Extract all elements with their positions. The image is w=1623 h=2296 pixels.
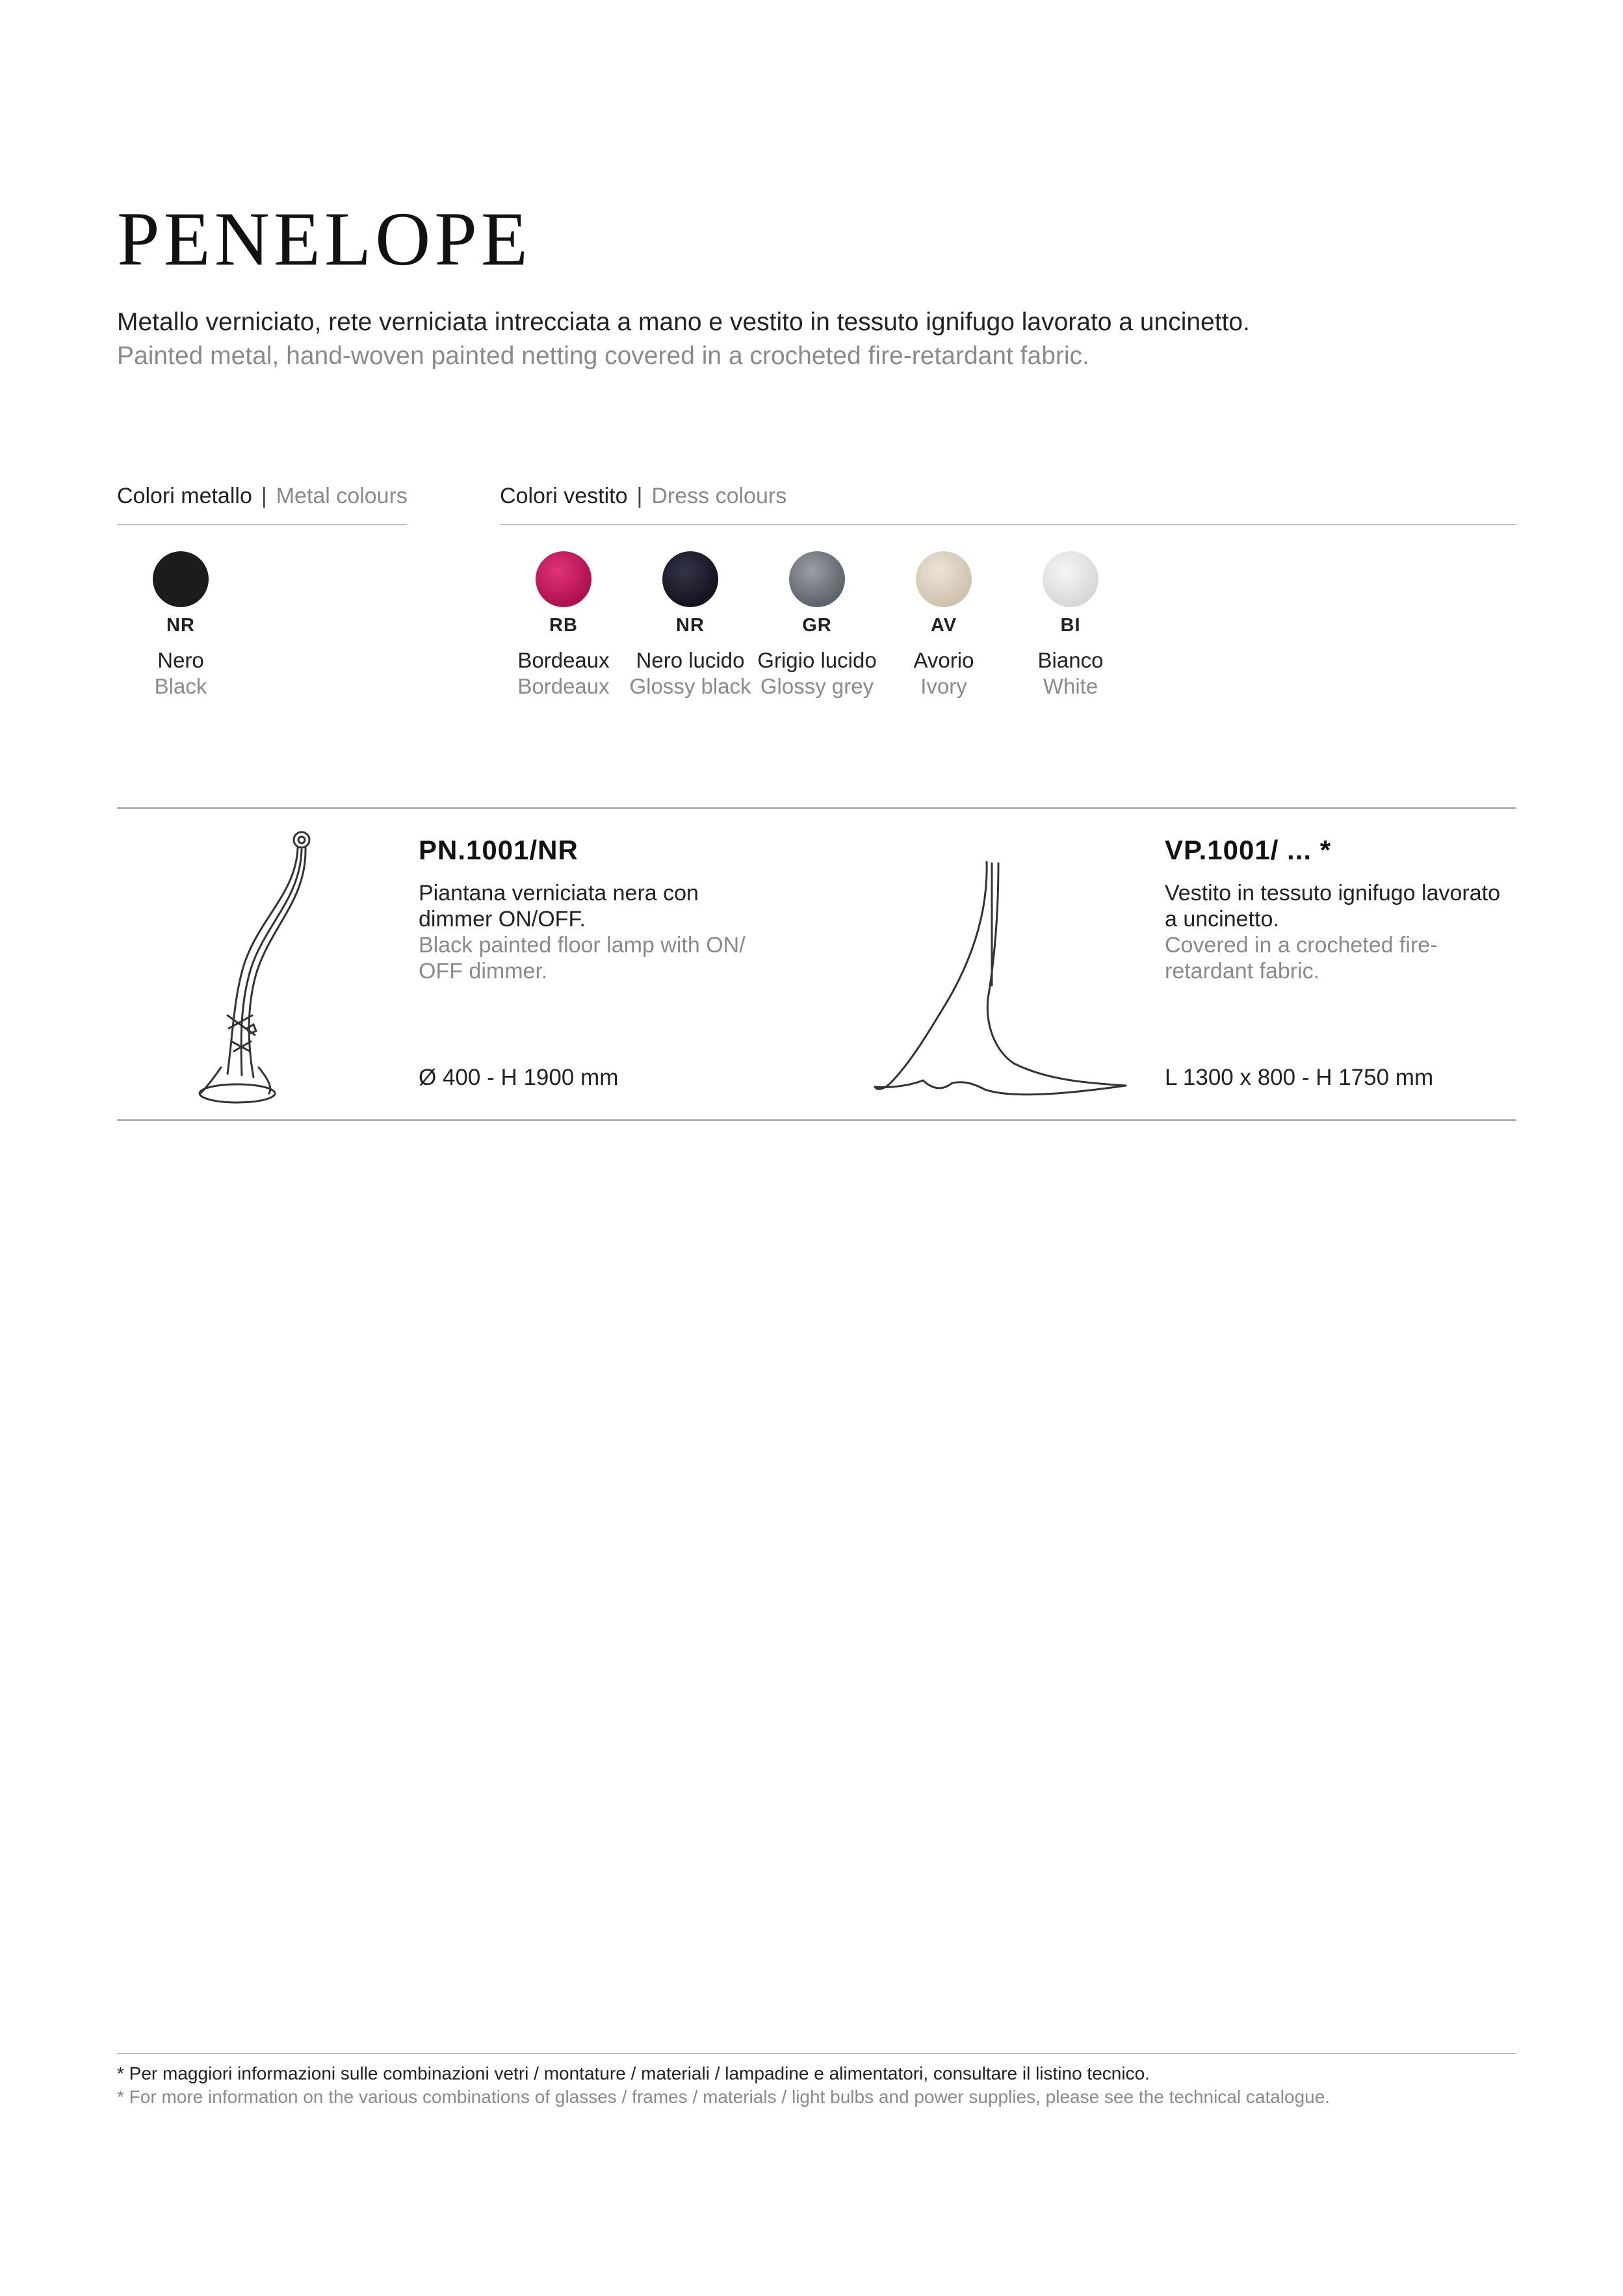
product-description-en: Black painted floor lamp with ON/ OFF dimmer. [419,933,746,984]
colour-name-en: White [1043,674,1098,698]
product-description-en: Covered in a crocheted fire-retardant fabric. [1165,933,1438,984]
colour-name-en: Glossy grey [760,674,874,698]
colour-code: RB [549,615,578,636]
metal-colours-heading [117,484,408,509]
dress-colour-swatch-nr [625,551,755,699]
colour-code: AV [930,615,957,636]
dress-colour-swatch-gr [752,551,882,699]
heading-separator: | [261,484,267,508]
colour-name-en: Bordeaux [517,674,610,698]
metal-colours-heading-en: Metal colours [276,484,408,508]
colour-dot [153,551,209,607]
footnote-divider [117,2053,1516,2054]
colour-dot [536,551,591,607]
product-dimensions: Ø 400 - H 1900 mm [419,1065,619,1090]
colour-name-it: Bordeaux [517,648,610,672]
product-code: VP.1001/ ... * [1165,835,1332,865]
dress-colour-swatch-av [879,551,1009,699]
dress-colour-swatch-rb [499,551,629,699]
colour-name-it: Grigio lucido [757,648,877,672]
colour-name-it: Nero lucido [636,648,745,672]
colour-dot [789,551,845,607]
heading-separator: | [636,484,643,508]
product-description-it: Piantana verniciata nera con dimmer ON/OFF. [419,881,699,932]
metal-colour-swatch-nr [116,551,246,699]
product-description-it: Vestito in tessuto ignifugo lavorato a uncinetto. [1165,881,1500,932]
product-code: PN.1001/NR [419,835,578,865]
floor-lamp-drawing-icon [182,820,338,1106]
metal-colours-heading-it: Colori metallo [117,484,252,508]
dress-colours-heading-it: Colori vestito [500,484,628,508]
description-english: Painted metal, hand-woven painted netting covered in a crocheted fire-retardant fabric. [117,342,1089,370]
metal-colours-divider [117,524,407,525]
description-italian: Metallo verniciato, rete verniciata intrecciata a mano e vestito in tessuto ignifugo lavorato a uncinetto. [117,308,1250,336]
colour-name-it: Nero [157,648,204,672]
colour-name-en: Glossy black [629,674,751,698]
dress-colour-swatch-bi [1006,551,1136,699]
colour-name-en: Black [154,674,207,698]
footnote-italian: * Per maggiori informazioni sulle combinazioni vetri / montature / materiali / lampadine e alimentatori, consultare il listino tecnico. [117,2063,1150,2083]
product-dimensions: L 1300 x 800 - H 1750 mm [1165,1065,1434,1090]
colour-name-it: Avorio [913,648,974,672]
product-table-bottom-rule [117,1119,1516,1121]
colour-name-it: Bianco [1037,648,1104,672]
dress-colours-divider [500,524,1516,525]
colour-code: GR [802,615,832,636]
dress-colours-heading [500,484,786,509]
dress-colours-heading-en: Dress colours [651,484,787,508]
colour-dot [1043,551,1098,607]
colour-code: NR [676,615,705,636]
product-table-top-rule [117,807,1516,809]
colour-dot [916,551,972,607]
colour-code: BI [1060,615,1081,636]
page-title: PENELOPE [117,196,532,281]
colour-dot [662,551,718,607]
footnote-english: * For more information on the various combinations of glasses / frames / materials / light bulbs and power supplies, please see the technical catalogue. [117,2087,1331,2107]
colour-code: NR [166,615,195,636]
colour-name-en: Ivory [920,674,967,698]
dress-drawing-icon [871,855,1131,1115]
